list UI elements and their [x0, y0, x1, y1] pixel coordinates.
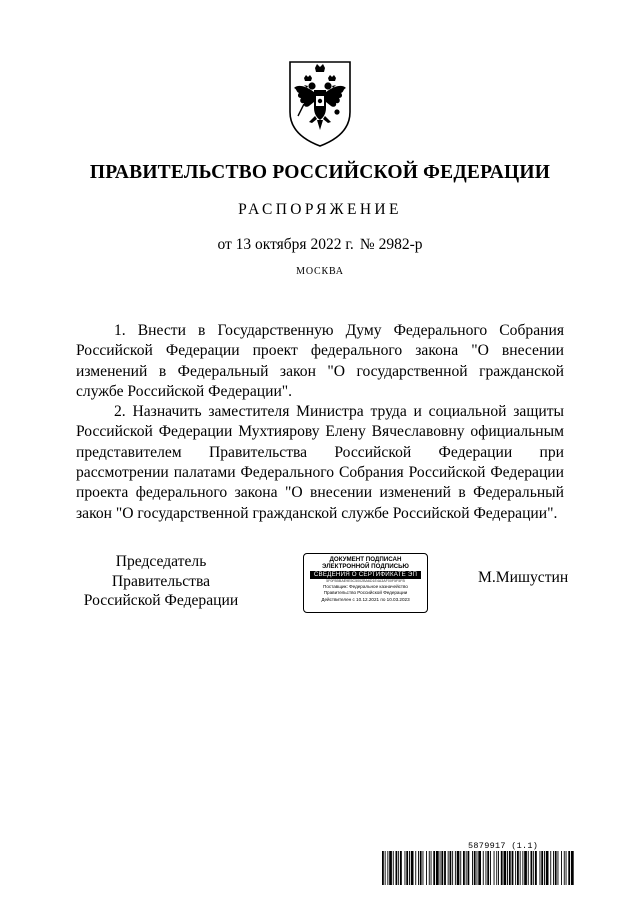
barcode-bar: [550, 851, 551, 885]
electronic-signature-stamp: [303, 553, 428, 613]
barcode-bar: [441, 851, 443, 885]
esign-validity: Действителен с 10.12.2021 по 10.03.2023: [321, 596, 410, 602]
barcode-bar: [561, 851, 562, 885]
signer-position: [66, 552, 256, 611]
barcode-bar: [418, 851, 419, 885]
barcode-bar: [389, 851, 392, 885]
barcode-bar: [487, 851, 489, 885]
barcode-bar: [571, 851, 574, 885]
barcode-bar: [436, 851, 439, 885]
barcode-bar: [498, 851, 499, 885]
barcode-bar: [515, 851, 516, 885]
barcode-bar: [478, 851, 481, 885]
barcode-bar: [411, 851, 414, 885]
barcode-bar: [507, 851, 508, 885]
barcode-bar: [564, 851, 565, 885]
signer-position-line1: Председатель Правительства: [111, 553, 211, 590]
barcode-bar: [531, 851, 533, 885]
barcode-bar: [466, 851, 467, 885]
barcode-bar: [426, 851, 427, 885]
document-date-number: [0, 236, 640, 254]
barcode-bar: [546, 851, 549, 885]
barcode-bar: [420, 851, 422, 885]
barcode-bar: [494, 851, 495, 885]
barcode-bar: [558, 851, 559, 885]
barcode-bar: [483, 851, 484, 885]
barcode-bar: [431, 851, 432, 885]
esign-line2: ЭЛЕКТРОННОЙ ПОДПИСЬЮ: [322, 563, 409, 570]
barcode-bar: [540, 851, 541, 885]
barcode-bar: [496, 851, 497, 885]
barcode-bar: [524, 851, 527, 885]
barcode-bar: [501, 851, 503, 885]
barcode-bar: [444, 851, 446, 885]
esign-owner: Правительство Российской Федерации: [323, 590, 408, 596]
barcode-bar: [512, 851, 514, 885]
number-symbol: №: [359, 236, 375, 253]
document-type: РАСПОРЯЖЕНИЕ: [238, 201, 402, 218]
barcode-bar: [409, 851, 410, 885]
document-body: [76, 321, 564, 524]
barcode-bar: [504, 851, 507, 885]
barcode-bar: [566, 851, 567, 885]
barcode-bar: [385, 851, 386, 885]
barcode-bar: [423, 851, 424, 885]
barcode-bar: [528, 851, 529, 885]
barcode-bar: [463, 851, 465, 885]
barcode-bar: [490, 851, 491, 885]
barcode-bar: [522, 851, 523, 885]
barcode-bar: [568, 851, 570, 885]
barcode-bar: [429, 851, 430, 885]
barcode-bar: [553, 851, 554, 885]
barcode-bar: [535, 851, 537, 885]
barcode-bar: [474, 851, 476, 885]
barcode-bar: [396, 851, 398, 885]
esign-line1: ДОКУМЕНТ ПОДПИСАН: [329, 556, 402, 563]
barcode: [382, 851, 574, 885]
barcode-bar: [457, 851, 460, 885]
document-number: 2982-р: [378, 236, 423, 253]
barcode-bar: [517, 851, 519, 885]
barcode-bar: [406, 851, 408, 885]
paragraph-1: 1. Внести в Государственную Думу Федерального Собрания Российской Федерации проект федерального закона "О внесении изменений в Федеральный закон "О государственной гражданской службе Российской Федерации".: [76, 322, 564, 400]
government-title: ПРАВИТЕЛЬСТВО РОССИЙСКОЙ ФЕДЕРАЦИИ: [89, 162, 551, 183]
barcode-bar: [541, 851, 543, 885]
esign-supplier: Поставщик: Федеральное казначейство: [323, 584, 408, 589]
barcode-bar: [520, 851, 521, 885]
barcode-bar: [450, 851, 452, 885]
paragraph-2: 2. Назначить заместителя Министра труда и социальной защиты Российской Федерации Мухтиярову Елену Вячеславовну официальным представителем Правительства Российской Федерации при рассмотрении палатами Федерального Собрания Российской Федерации проекта федерального закона "О внесении изменений в Федеральный закон "О государственной гражданской службе Российской Федерации".: [76, 403, 564, 522]
barcode-bar: [382, 851, 384, 885]
barcode-bar: [398, 851, 399, 885]
barcode-bar: [477, 851, 478, 885]
barcode-bar: [433, 851, 435, 885]
barcode-bar: [555, 851, 557, 885]
document-date: от 13 октября 2022 г.: [217, 236, 354, 253]
barcode-bar: [468, 851, 470, 885]
barcode-bar: [455, 851, 456, 885]
barcode-bar: [472, 851, 473, 885]
esign-serial: 5F0FB5BAE9E5C5002BA6D1E4A3AF00F5F5FB: [326, 579, 405, 583]
barcode-bar: [448, 851, 449, 885]
barcode-bar: [452, 851, 453, 885]
esign-cert-header: СВЕДЕНИЯ О СЕРТИФИКАТЕ ЭП: [310, 571, 421, 579]
barcode-bar: [509, 851, 511, 885]
barcode-bar: [486, 851, 487, 885]
barcode-bar: [544, 851, 545, 885]
signer-name: М.Мишустин: [478, 569, 569, 586]
barcode-bar: [460, 851, 461, 885]
document-city: МОСКВА: [296, 266, 344, 277]
barcode-bar: [405, 851, 406, 885]
barcode-number: 5879917 (1.1): [468, 841, 539, 851]
signer-position-line2: Российской Федерации: [83, 592, 239, 609]
barcode-bar: [393, 851, 394, 885]
coat-of-arms-emblem: [284, 58, 356, 148]
barcode-bar: [533, 851, 534, 885]
barcode-bar: [400, 851, 402, 885]
barcode-bar: [440, 851, 441, 885]
barcode-bar: [415, 851, 416, 885]
barcode-bar: [387, 851, 388, 885]
